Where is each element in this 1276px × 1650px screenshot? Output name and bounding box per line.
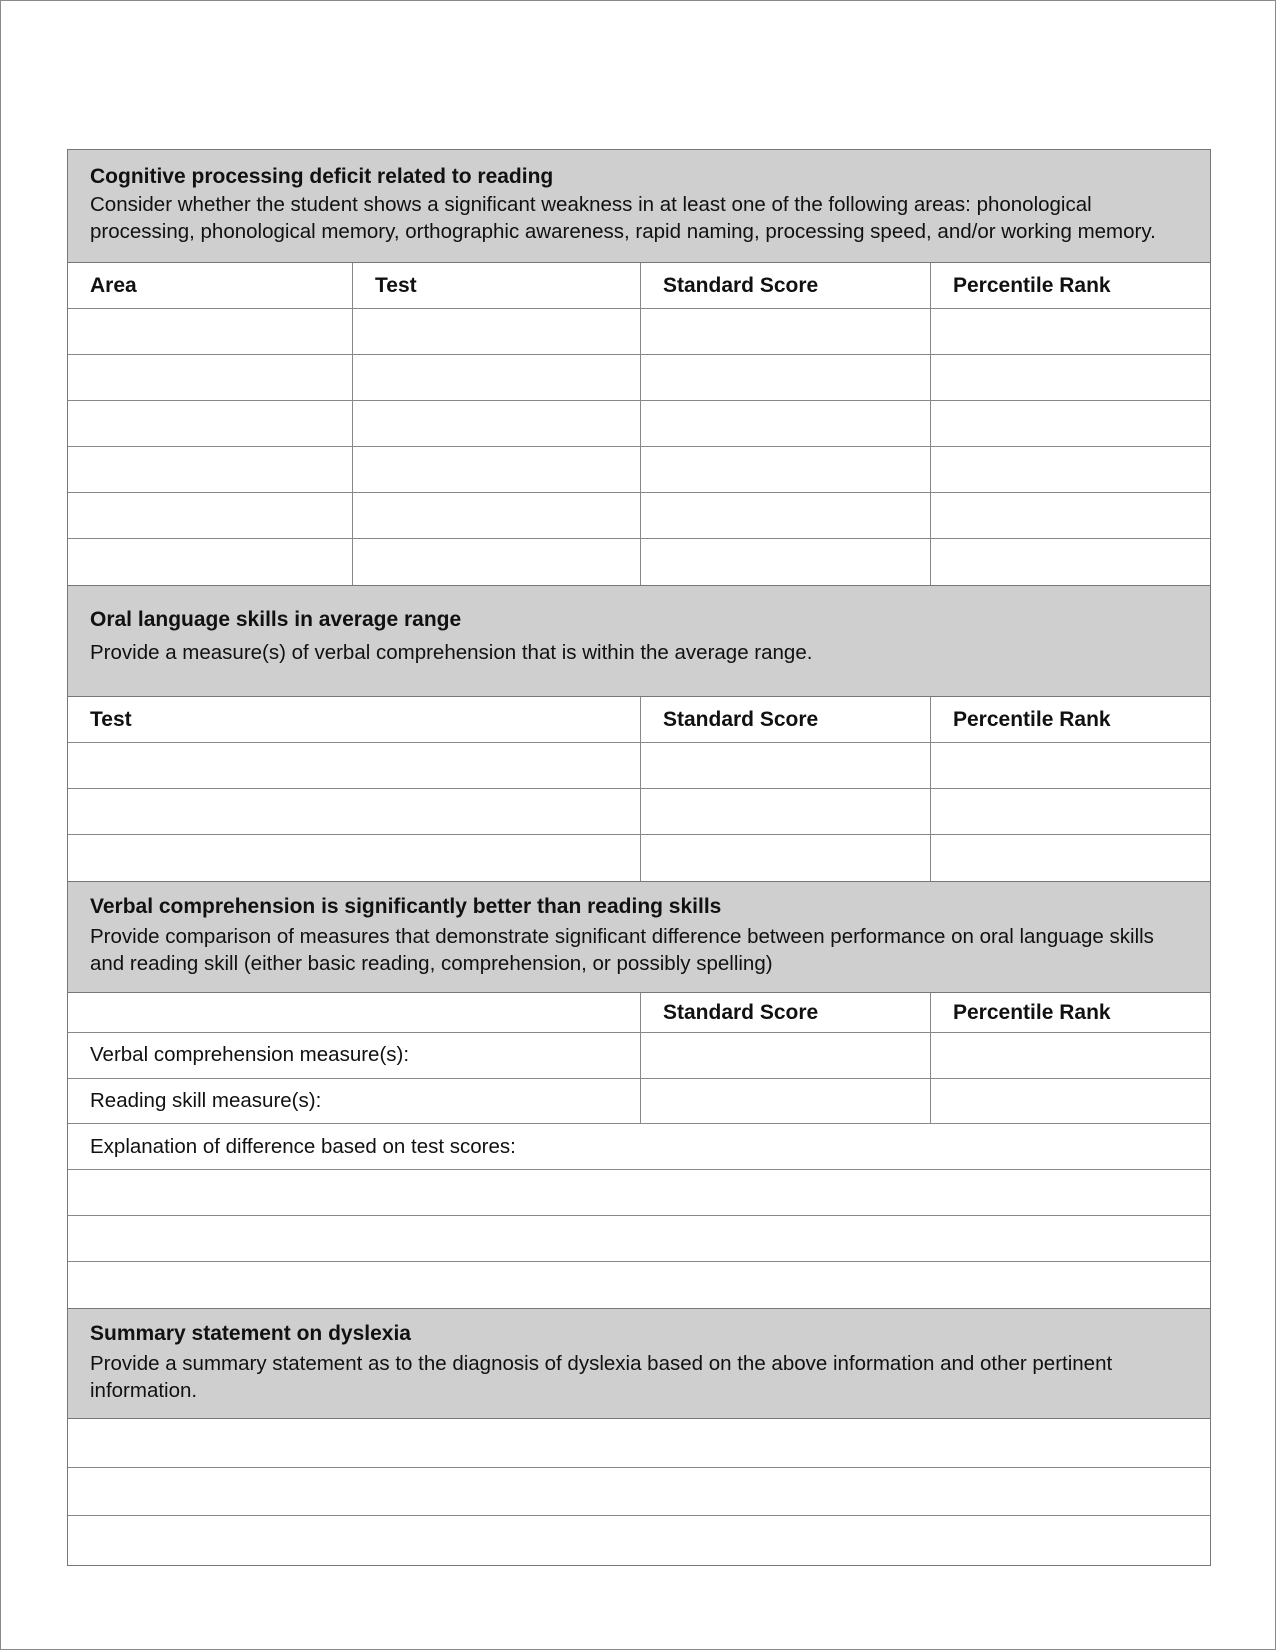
table-row — [68, 835, 1210, 881]
explanation-line[interactable] — [68, 1216, 1210, 1262]
oral-language-score-rows — [68, 743, 1210, 881]
column-header-test: Test — [353, 263, 641, 309]
column-header-area: Area — [68, 263, 353, 309]
column-header-standard-score: Standard Score — [641, 697, 931, 743]
table-row — [68, 1468, 1210, 1517]
column-header-percentile-rank: Percentile Rank — [931, 697, 1210, 743]
percentile-rank-field[interactable] — [931, 1033, 1210, 1079]
column-header-test: Test — [68, 697, 641, 743]
table-row — [68, 493, 1210, 539]
explanation-lines — [68, 1170, 1210, 1308]
cognitive-score-rows — [68, 309, 1210, 585]
test-field[interactable] — [353, 309, 641, 355]
section-description: Provide a measure(s) of verbal comprehension that is within the average range. — [90, 641, 813, 664]
table-row — [68, 743, 1210, 789]
section-header-oral-language — [68, 585, 1210, 697]
test-field[interactable] — [353, 539, 641, 585]
percentile-rank-field[interactable] — [931, 447, 1210, 493]
table-row — [68, 789, 1210, 835]
area-field[interactable] — [68, 309, 353, 355]
standard-score-field[interactable] — [641, 539, 931, 585]
table-row — [68, 309, 1210, 355]
explanation-line[interactable] — [68, 1170, 1210, 1216]
summary-line[interactable] — [68, 1468, 1210, 1517]
section-description: Consider whether the student shows a significant weakness in at least one of the following areas: phonological processing, phonological memory, orthographic awareness, rapid naming, processing speed, and/or working memory. — [90, 193, 1156, 243]
section-header-cognitive-processing — [68, 150, 1210, 263]
section-description: Provide comparison of measures that demonstrate significant difference between performance on oral language skills and reading skill (either basic reading, comprehension, or possibly spelling) — [90, 925, 1154, 975]
area-field[interactable] — [68, 539, 353, 585]
percentile-rank-field[interactable] — [931, 835, 1210, 881]
standard-score-field[interactable] — [641, 355, 931, 401]
test-field[interactable] — [353, 401, 641, 447]
column-header-percentile-rank: Percentile Rank — [931, 263, 1210, 309]
table-header-row — [68, 263, 1210, 309]
row-label-verbal-comprehension: Verbal comprehension measure(s): — [68, 1033, 641, 1079]
section-header-summary — [68, 1308, 1210, 1419]
percentile-rank-field[interactable] — [931, 355, 1210, 401]
percentile-rank-field[interactable] — [931, 401, 1210, 447]
table-row-verbal-comprehension — [68, 1033, 1210, 1079]
table-row — [68, 401, 1210, 447]
summary-line[interactable] — [68, 1516, 1210, 1565]
explanation-label: Explanation of difference based on test scores: — [68, 1124, 1210, 1170]
table-row — [68, 1216, 1210, 1262]
section-title: Summary statement on dyslexia — [90, 1322, 411, 1345]
column-header-standard-score: Standard Score — [641, 993, 931, 1033]
test-field[interactable] — [353, 447, 641, 493]
table-row — [68, 539, 1210, 585]
test-field[interactable] — [68, 835, 641, 881]
standard-score-field[interactable] — [641, 401, 931, 447]
section-title: Cognitive processing deficit related to reading — [90, 165, 554, 188]
table-row — [68, 1516, 1210, 1565]
standard-score-field[interactable] — [641, 309, 931, 355]
table-header-row — [68, 697, 1210, 743]
standard-score-field[interactable] — [641, 1079, 931, 1125]
section-title: Verbal comprehension is significantly better than reading skills — [90, 895, 722, 918]
percentile-rank-field[interactable] — [931, 539, 1210, 585]
explanation-label-row — [68, 1124, 1210, 1170]
summary-line[interactable] — [68, 1419, 1210, 1468]
standard-score-field[interactable] — [641, 493, 931, 539]
standard-score-field[interactable] — [641, 447, 931, 493]
column-header-blank — [68, 993, 641, 1033]
summary-lines — [68, 1419, 1210, 1565]
dyslexia-evaluation-form — [67, 149, 1211, 1566]
section-title: Oral language skills in average range — [90, 608, 462, 631]
standard-score-field[interactable] — [641, 789, 931, 835]
table-row — [68, 447, 1210, 493]
table-row-reading-skill — [68, 1079, 1210, 1125]
percentile-rank-field[interactable] — [931, 1079, 1210, 1125]
table-row — [68, 1262, 1210, 1308]
row-label-reading-skill: Reading skill measure(s): — [68, 1079, 641, 1125]
table-row — [68, 1419, 1210, 1468]
area-field[interactable] — [68, 447, 353, 493]
section-header-verbal-vs-reading — [68, 881, 1210, 993]
percentile-rank-field[interactable] — [931, 743, 1210, 789]
column-header-percentile-rank: Percentile Rank — [931, 993, 1210, 1033]
test-field[interactable] — [353, 355, 641, 401]
percentile-rank-field[interactable] — [931, 493, 1210, 539]
section-description: Provide a summary statement as to the diagnosis of dyslexia based on the above information and other pertinent information. — [90, 1352, 1113, 1402]
area-field[interactable] — [68, 493, 353, 539]
column-header-standard-score: Standard Score — [641, 263, 931, 309]
standard-score-field[interactable] — [641, 835, 931, 881]
test-field[interactable] — [353, 493, 641, 539]
percentile-rank-field[interactable] — [931, 789, 1210, 835]
table-row — [68, 355, 1210, 401]
test-field[interactable] — [68, 743, 641, 789]
explanation-line[interactable] — [68, 1262, 1210, 1308]
standard-score-field[interactable] — [641, 1033, 931, 1079]
area-field[interactable] — [68, 355, 353, 401]
area-field[interactable] — [68, 401, 353, 447]
percentile-rank-field[interactable] — [931, 309, 1210, 355]
table-row — [68, 1170, 1210, 1216]
table-header-row — [68, 993, 1210, 1033]
standard-score-field[interactable] — [641, 743, 931, 789]
test-field[interactable] — [68, 789, 641, 835]
